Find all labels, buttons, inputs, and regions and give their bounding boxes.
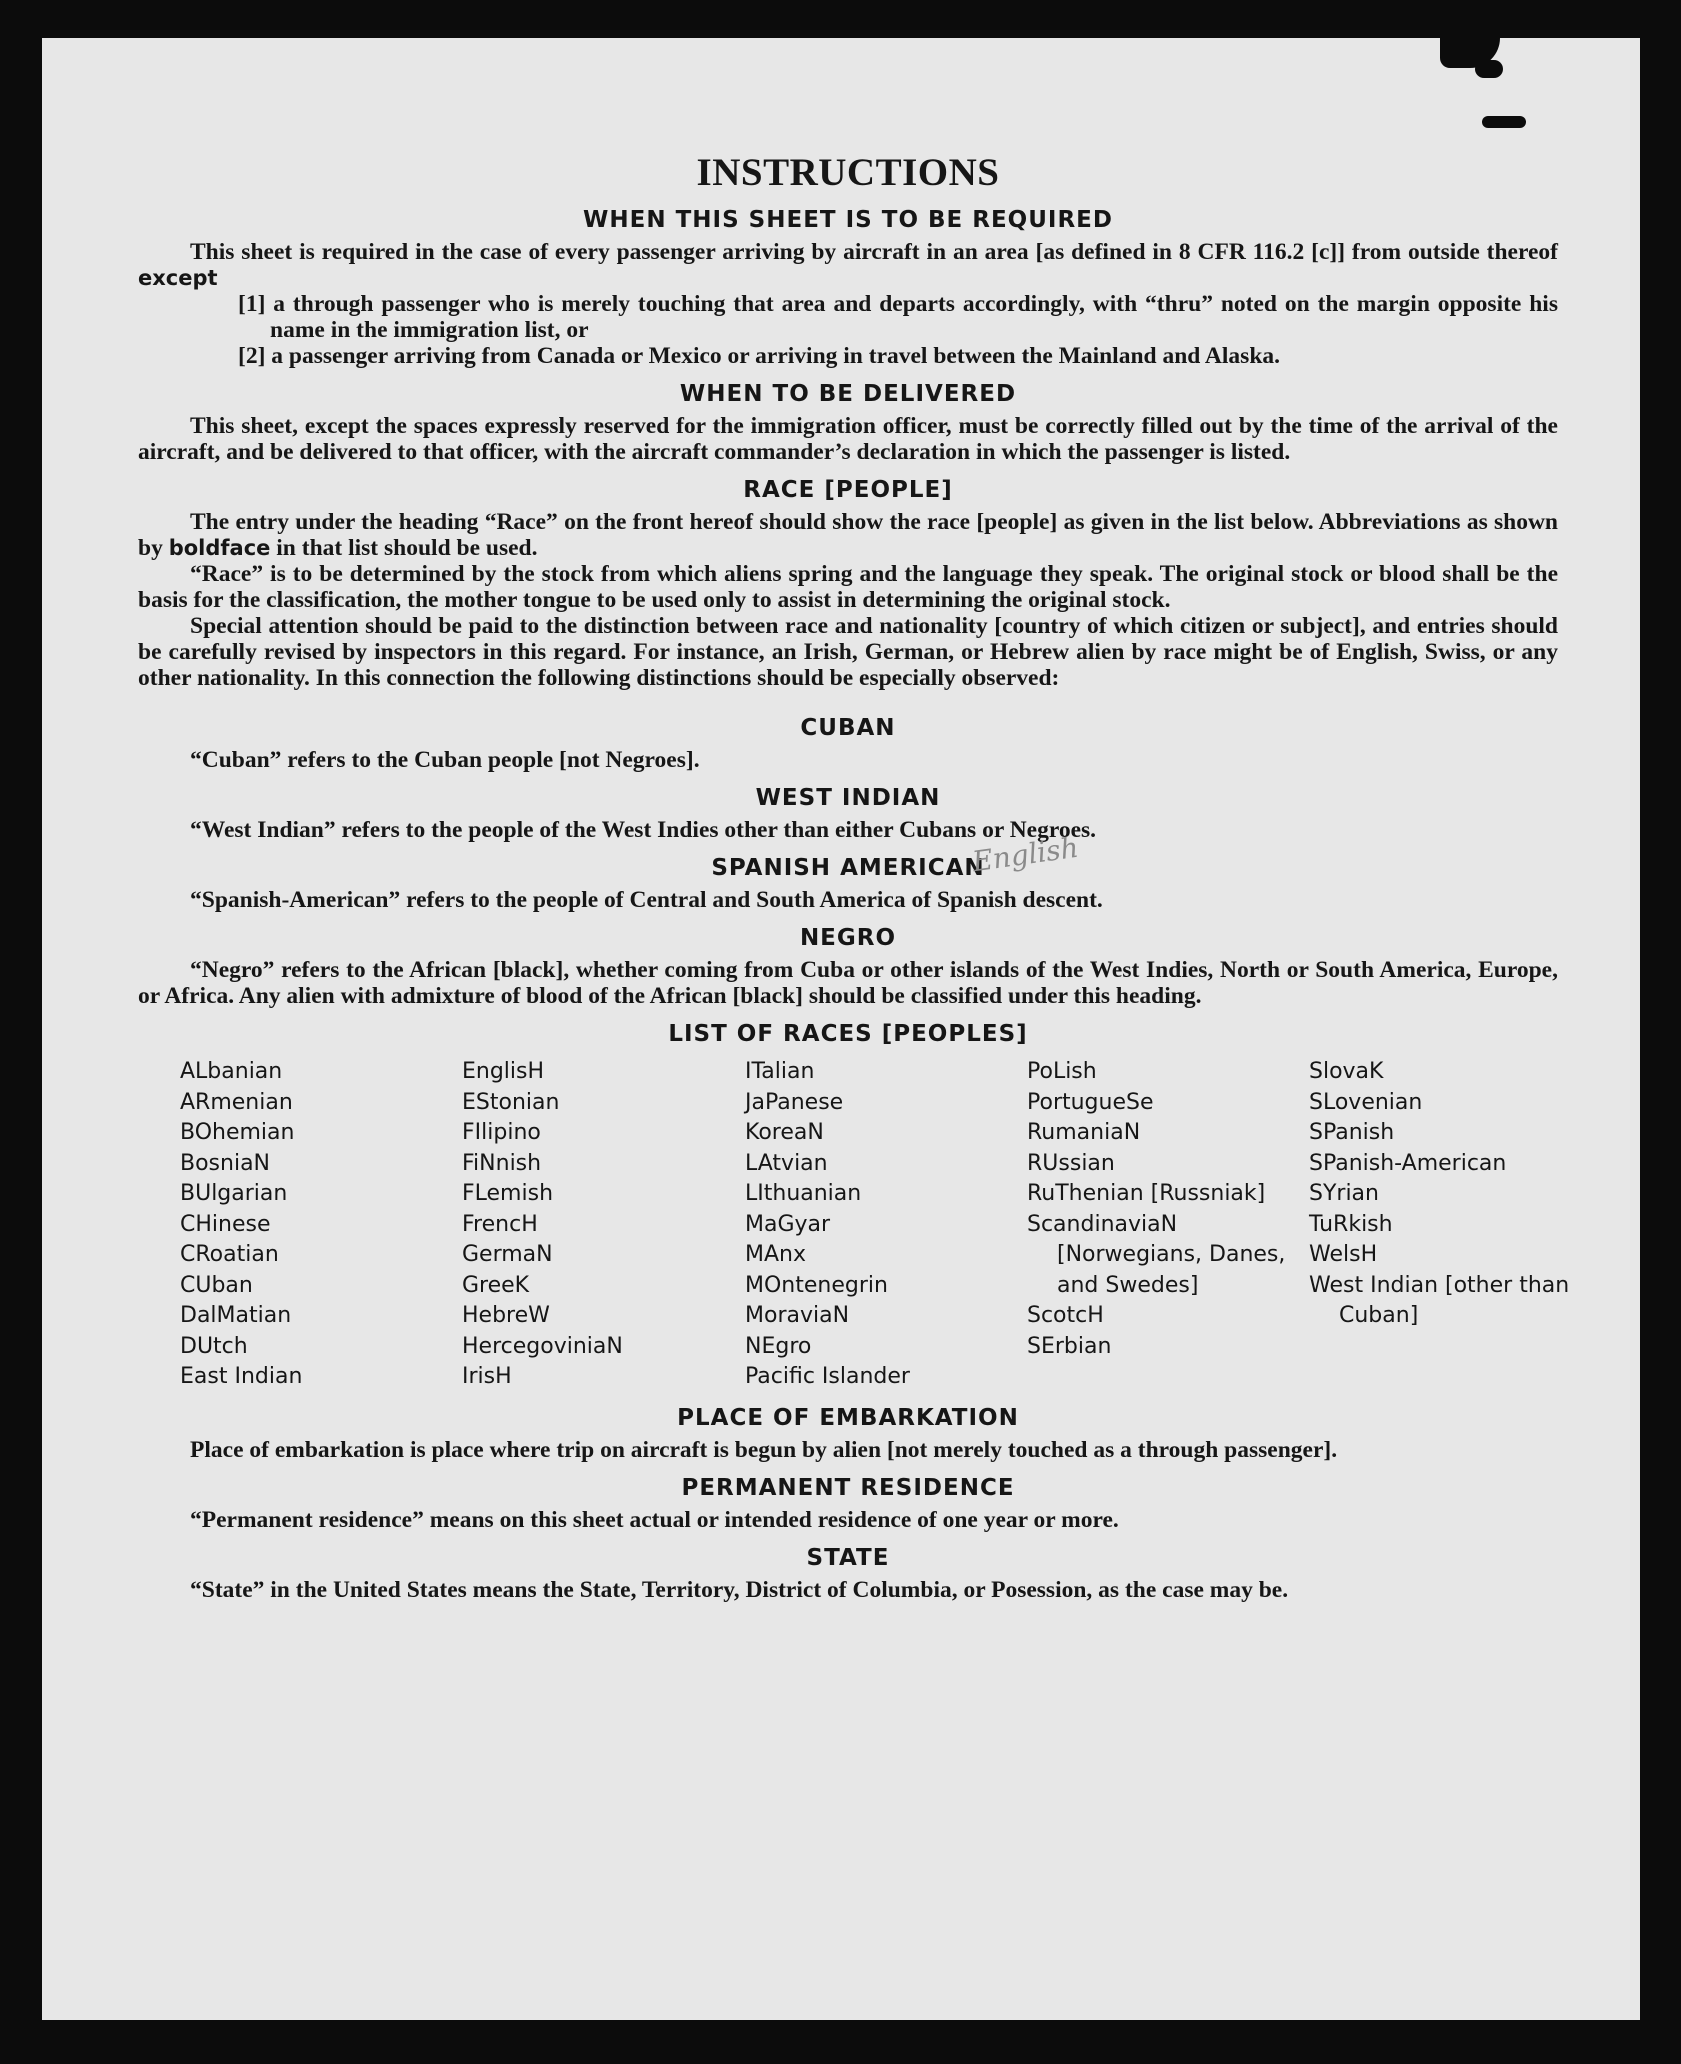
torn-corner-mark <box>1482 116 1526 128</box>
race-item: SPanish-American <box>1309 1150 1507 1176</box>
instruction-sheet <box>42 38 1640 2020</box>
race-item: ScotcH <box>1027 1303 1104 1328</box>
race-list <box>180 1057 1570 1393</box>
race-item: MaGyar <box>745 1211 831 1237</box>
heading-when-delivered: WHEN TO BE DELIVERED <box>679 381 1017 407</box>
race-item: LIthuanian <box>745 1181 862 1206</box>
race-column-4 <box>1027 1057 1309 1393</box>
race-item: LAtvian <box>745 1150 828 1176</box>
exception-item-1: [1] a through passenger who is merely touching that area and departs accordingly, with “thru” noted on the margin opposite his name in the immigration list, or <box>238 291 1558 343</box>
boldface-word: boldface <box>168 536 271 560</box>
paragraph-spanish-american: “Spanish-American” refers to the people of Central and South America of Spanish descent. <box>190 887 1103 913</box>
race-p1-start: The entry under the heading “Race” on the front hereof should show the race [people] as given in the list below. Abbreviations as shown by <box>138 509 1558 561</box>
race-item: JaPanese <box>745 1089 844 1115</box>
heading-negro: NEGRO <box>799 925 897 951</box>
race-item: BOhemian <box>180 1120 295 1145</box>
heading-when-required: WHEN THIS SHEET IS TO BE REQUIRED <box>583 207 1113 233</box>
race-item: DUtch <box>180 1333 248 1359</box>
race-item: CRoatian <box>180 1242 279 1267</box>
paragraph-cuban: “Cuban” refers to the Cuban people [not Negroes]. <box>190 747 700 773</box>
paragraph-embarkation: Place of embarkation is place where trip on aircraft is begun by alien [not merely touched as a through passenger]. <box>190 1436 1338 1463</box>
race-item: KoreaN <box>745 1120 824 1145</box>
paragraph-west-indian: “West Indian” refers to the people of the West Indies other than either Cubans or Negroes. <box>190 817 1097 843</box>
heading-race: RACE [PEOPLE] <box>743 477 953 503</box>
race-item: ARmenian <box>180 1089 293 1115</box>
race-item: SErbian <box>1027 1333 1112 1359</box>
race-item: RuThenian [Russniak] <box>1027 1181 1266 1206</box>
race-item: FrencH <box>462 1211 538 1237</box>
race-item: BosniaN <box>180 1150 271 1176</box>
page-title: INSTRUCTIONS <box>696 151 1000 194</box>
race-item: MOntenegrin <box>745 1272 888 1298</box>
heading-spanish-american: SPANISH AMERICAN <box>711 855 985 881</box>
paragraph-race-1 <box>138 509 1558 561</box>
paragraph-delivered: This sheet, except the spaces expressly reserved for the immigration officer, must be correctly filled out by the time of the arrival of the aircraft, and be delivered to that officer, with the aircraft commander’s declaration in which the passenger is listed. <box>138 413 1558 465</box>
race-item: FLemish <box>462 1181 554 1206</box>
paragraph-required-text: This sheet is required in the case of every passenger arriving by aircraft in an area [as defined in 8 CFR 116.2 [c]] from outside thereof <box>190 239 1558 265</box>
race-item: WelsH <box>1309 1242 1378 1267</box>
race-item: DalMatian <box>180 1303 292 1328</box>
race-column-1 <box>180 1057 462 1393</box>
handwritten-note: English <box>970 830 1081 879</box>
heading-embarkation: PLACE OF EMBARKATION <box>677 1404 1019 1431</box>
torn-corner-mark <box>1475 60 1503 78</box>
race-item: GermaN <box>462 1242 553 1267</box>
race-item: FIlipino <box>462 1120 541 1145</box>
race-item: SLovenian <box>1309 1089 1423 1115</box>
race-item: FiNnish <box>462 1150 542 1176</box>
paragraph-required <box>138 239 1558 291</box>
race-item: EStonian <box>462 1089 560 1115</box>
race-item: EnglisH <box>462 1059 545 1084</box>
race-item: BUlgarian <box>180 1181 288 1206</box>
paragraph-negro: “Negro” refers to the African [black], whether coming from Cuba or other islands of the West Indies, North or South America, Europe, or Africa. Any alien with admixture of blood of the African [black] should be classified under this heading. <box>138 957 1558 1009</box>
race-item: IrisH <box>462 1364 512 1389</box>
race-item: ALbanian <box>180 1059 283 1084</box>
paragraph-permanent-residence: “Permanent residence” means on this sheet actual or intended residence of one year or more. <box>190 1506 1119 1533</box>
race-item: RUssian <box>1027 1150 1115 1176</box>
race-p1-end: in that list should be used. <box>270 535 538 561</box>
race-item: SlovaK <box>1309 1059 1384 1084</box>
race-item: PortugueSe <box>1027 1089 1154 1115</box>
race-item: CUban <box>180 1272 253 1298</box>
race-item: GreeK <box>462 1272 530 1298</box>
heading-state: STATE <box>806 1544 890 1571</box>
paragraph-state: “State” in the United States means the State, Territory, District of Columbia, or Posession, as the case may be. <box>190 1576 1289 1603</box>
race-item: ScandinaviaN [Norwegians, Danes, and Swedes] <box>1027 1211 1286 1298</box>
paragraph-race-3: Special attention should be paid to the distinction between race and nationality [country of which citizen or subject], and entries should be carefully revised by inspectors in this regard. For instance, an Irish, German, or Hebrew alien by race might be of English, Swiss, or any other nationality. In this connection the following distinctions should be especially observed: <box>138 613 1558 691</box>
heading-west-indian: WEST INDIAN <box>755 785 941 811</box>
race-item: CHinese <box>180 1211 271 1237</box>
race-item: SPanish <box>1309 1120 1395 1145</box>
race-column-3 <box>745 1057 1027 1393</box>
race-column-2 <box>462 1057 745 1393</box>
exception-item-2: [2] a passenger arriving from Canada or Mexico or arriving in travel between the Mainland and Alaska. <box>238 343 1281 369</box>
heading-list-of-races: LIST OF RACES [PEOPLES] <box>668 1021 1028 1047</box>
race-item: East Indian <box>180 1364 303 1389</box>
race-item: MAnx <box>745 1242 806 1267</box>
race-item: RumaniaN <box>1027 1120 1141 1145</box>
except-word: except <box>138 266 218 290</box>
heading-cuban: CUBAN <box>800 715 896 741</box>
race-item: West Indian [other than Cuban] <box>1309 1272 1570 1328</box>
race-column-5 <box>1309 1057 1591 1393</box>
race-item: HebreW <box>462 1303 550 1328</box>
race-item: SYrian <box>1309 1181 1379 1206</box>
race-item: TuRkish <box>1309 1211 1393 1237</box>
race-item: Pacific Islander <box>745 1364 910 1389</box>
paragraph-race-2: “Race” is to be determined by the stock from which aliens spring and the language they speak. The original stock or blood shall be the basis for the classification, the mother tongue to be used only to assist in determining the original stock. <box>138 561 1558 613</box>
race-item: ITalian <box>745 1059 815 1084</box>
heading-permanent-residence: PERMANENT RESIDENCE <box>681 1474 1015 1501</box>
race-item: HercegoviniaN <box>462 1333 623 1359</box>
race-item: NEgro <box>745 1333 812 1359</box>
race-item: PoLish <box>1027 1059 1097 1084</box>
race-item: MoraviaN <box>745 1303 850 1328</box>
